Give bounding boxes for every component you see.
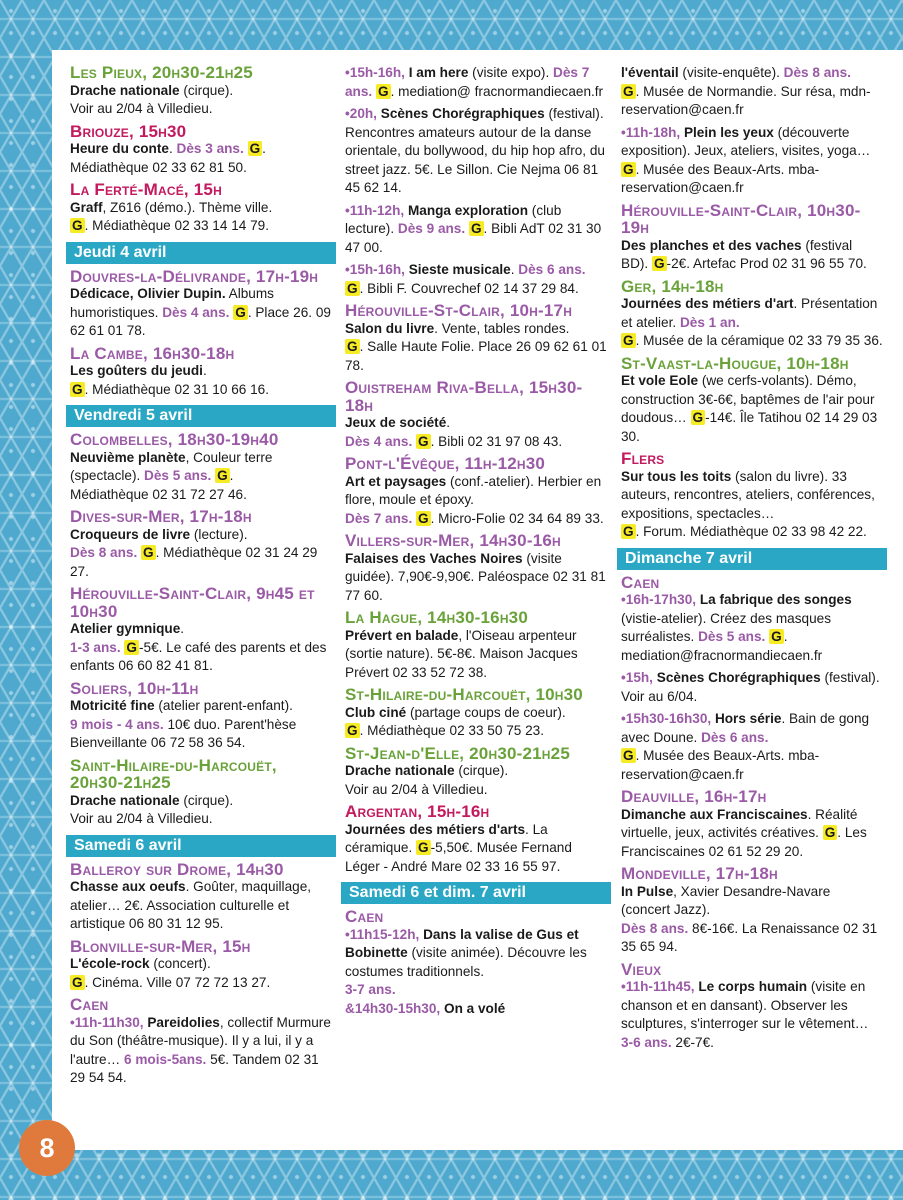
event-city: Flers <box>621 449 665 468</box>
event-city: Douvres-la-Délivrande, 17h-19h <box>70 266 319 286</box>
event-desc: (conf.-atelier). Herbier en flore, moule et époxy. <box>345 473 602 507</box>
day-header: Vendredi 5 avril <box>66 405 336 427</box>
agenda-page <box>52 50 903 1150</box>
page-number: 8 <box>19 1120 75 1176</box>
event-desc: . Musée de la céramique 02 33 79 35 36. <box>635 333 883 348</box>
event-desc: (festival). Voir au 6/04. <box>621 670 880 704</box>
event-city: Balleroy sur Drome, 14h30 <box>70 859 284 879</box>
event-desc: . Bibli F. Couvrechef 02 14 37 29 84. <box>359 280 579 296</box>
event-desc: (club lecture). <box>345 202 562 236</box>
event-desc: . Présentation et atelier. <box>621 296 878 330</box>
event-title: Falaises des Vaches Noires <box>345 550 523 566</box>
event-city: Colombelles, 18h30-19h40 <box>70 430 279 449</box>
event-desc: -5,50€. Musée Fernand Léger - André Mare 02 33 16 55 97. <box>345 840 572 874</box>
free-badge: G <box>623 83 634 99</box>
event-title: Sur tous les toits <box>621 468 732 484</box>
event-desc: Albums humoristiques. <box>70 286 274 320</box>
event-desc: . Salle Haute Folie. Place 26 09 62 61 01 78. <box>345 339 607 373</box>
event-desc: (atelier parent-enfant). <box>154 698 293 713</box>
event-title: Dimanche aux Franciscaines <box>621 806 808 822</box>
event-desc: (cirque). <box>179 82 234 98</box>
event-city: Caen <box>70 995 109 1014</box>
event-city: Deauville, 16h-17h <box>621 787 767 806</box>
event-desc: . <box>202 363 207 378</box>
event <box>621 450 883 542</box>
day-header: Samedi 6 et dim. 7 avril <box>341 882 611 904</box>
event-title: Des planches et des vaches <box>621 237 802 253</box>
free-badge: G <box>347 280 358 296</box>
event-title: Drache nationale <box>70 82 180 98</box>
event-desc: (festival BD). <box>621 237 853 271</box>
event-city: St-Hilaire-du-Harcouët, 10h30 <box>345 685 583 704</box>
column-1 <box>70 64 332 1092</box>
event-title: Graff <box>70 199 103 215</box>
event-title: La fabrique des songes <box>699 592 852 607</box>
event-city: Hérouville-Saint-Clair, 10h30-19h <box>621 200 861 237</box>
age-badge: Dès 6 ans. <box>518 262 586 277</box>
event-desc: . Musée de Normandie. Sur résa, mdn-reservation@caen.fr <box>621 83 871 117</box>
event-desc: . Médiathèque 02 31 10 66 16. <box>84 381 269 397</box>
event-time: •16h-17h30, <box>621 592 700 607</box>
event-time: •15h-16h, <box>345 262 409 277</box>
event-desc: . Vente, tables rondes. <box>434 320 570 336</box>
event-city: St-Jean-d'Elle, 20h30-21h25 <box>345 743 570 763</box>
free-badge: G <box>470 221 482 236</box>
event <box>345 261 607 298</box>
event <box>70 938 332 993</box>
event-desc: . Bibli 02 31 97 08 43. <box>430 433 563 449</box>
day-header: Dimanche 7 avril <box>617 548 887 570</box>
event-title: Neuvième planète <box>70 449 186 465</box>
event-desc: 5€. Tandem 02 31 29 54 54. <box>70 1051 319 1085</box>
event <box>70 861 332 934</box>
event-desc: . Bain de gong avec Doune. <box>621 711 870 745</box>
column-3 <box>621 64 883 1056</box>
event <box>345 908 607 1018</box>
free-badge: G <box>692 410 704 425</box>
free-badge: G <box>72 974 83 990</box>
event-desc: . Goûter, maquillage, atelier… 2€. Association culturelle et artistique 06 80 31 12 95. <box>70 879 312 931</box>
event-desc: . Médiathèque 02 31 24 29 27. <box>70 545 318 579</box>
event-city: Caen <box>345 907 384 926</box>
event-desc: , l'Oiseau arpenteur (sortie nature). 5€-8€. Maison Jacques Prévert 02 33 52 72 38. <box>345 627 578 680</box>
event-desc: Voir au 2/04 à Villedieu. <box>345 781 488 797</box>
event <box>70 64 332 119</box>
event-city: Dives-sur-Mer, 17h-18h <box>70 507 252 526</box>
free-badge: G <box>623 161 634 177</box>
free-badge: G <box>418 433 429 449</box>
event-desc: (lecture). <box>190 526 248 542</box>
event <box>345 105 607 198</box>
event-desc: . <box>262 141 266 156</box>
event <box>345 379 607 451</box>
event-title: Sieste musicale <box>408 262 511 277</box>
age-badge: Dès 7 ans. <box>345 510 413 526</box>
age-badge: 6 mois-5ans. <box>123 1051 207 1067</box>
event-city: Pont-l'Évêque, 11h-12h30 <box>345 454 546 473</box>
event-desc: . Musée des Beaux-Arts. mba-reservation@caen.fr <box>621 748 820 782</box>
event-city: Les Pieux, 20h30-21h25 <box>70 63 253 82</box>
age-badge: 3-7 ans. <box>345 982 396 997</box>
free-badge: G <box>72 381 83 397</box>
event-title: In Pulse <box>621 883 674 899</box>
event <box>621 669 883 706</box>
event <box>345 455 607 528</box>
event-city: Soliers, 10h-11h <box>70 678 199 698</box>
event-time: •11h15-12h, <box>345 926 424 942</box>
event <box>621 202 883 274</box>
free-badge: G <box>347 723 358 738</box>
event-desc: . Place 26. 09 62 61 01 78. <box>70 304 331 338</box>
event-desc: , collectif Murmure du Son (théâtre-musique). Il y a lui, il y a l'autre… <box>70 1014 331 1067</box>
event <box>621 710 883 784</box>
event-desc: 2€-7€. <box>671 1034 714 1050</box>
event-city: Hérouville-St-Clair, 10h-17h <box>345 301 573 320</box>
age-badge: Dès 4 ans. <box>162 304 230 320</box>
event <box>621 124 883 198</box>
day-header: Jeudi 4 avril <box>66 242 336 264</box>
event-desc: (partage coups de coeur). <box>406 704 566 720</box>
event-desc: (salon du livre). 33 auteurs, rencontres, ateliers, conférences, expositions, spectacles… <box>621 468 875 521</box>
event-city: Villers-sur-Mer, 14h30-16h <box>345 531 561 550</box>
event-desc: Voir au 2/04 à Villedieu. <box>70 101 213 116</box>
event-title: Scènes Chorégraphiques <box>380 106 545 121</box>
event <box>70 585 332 676</box>
event-title: Journées des métiers d'arts <box>345 821 526 837</box>
event-desc: -14€. Île Tatihou 02 14 29 03 30. <box>621 410 878 444</box>
free-badge: G <box>235 304 246 320</box>
event-city: St-Vaast-la-Hougue, 10h-18h <box>621 353 849 373</box>
event-desc: . Bibli AdT 02 31 30 47 00. <box>345 221 602 255</box>
event <box>621 574 883 666</box>
event-desc: (visite guidée). 7,90€-9,90€. Paléospace 02 31 81 77 60. <box>345 550 606 603</box>
event-desc: 8€-16€. La Renaissance 02 31 35 65 94. <box>621 920 878 954</box>
event <box>70 345 332 400</box>
free-badge: G <box>143 545 154 560</box>
event-desc: -5€. Le café des parents et des enfants 06 60 82 41 81. <box>70 639 327 673</box>
event-city: Ouistreham Riva-Bella, 15h30-18h <box>345 378 583 415</box>
event-desc: . <box>446 415 451 430</box>
event-desc: . Micro-Folie 02 34 64 89 33. <box>430 510 604 526</box>
event-title: Drache nationale <box>345 763 455 778</box>
event-desc: (visite animée). Découvre les costumes traditionnels. <box>345 945 587 979</box>
event-title: Dans la valise de Gus et Bobinette <box>345 926 579 960</box>
age-badge: Dès 9 ans. <box>397 221 466 236</box>
event-desc: , Z616 (démo.). Thème ville. <box>102 199 273 215</box>
event-time: •11h-11h30, <box>70 1014 148 1030</box>
event <box>70 996 332 1088</box>
age-badge: 9 mois - 4 ans. <box>70 716 164 732</box>
event-desc: (we cerfs-volants). Démo, construction 3€-6€, baptêmes de l'air pour doudous… <box>621 373 875 425</box>
event-title: Club ciné <box>345 704 407 720</box>
event-city: Blonville-sur-Mer, 15h <box>70 936 251 956</box>
event-title: Drache nationale <box>70 792 180 808</box>
event-city: Mondeville, 17h-18h <box>621 864 778 883</box>
free-badge: G <box>824 825 836 840</box>
event-time: •11h-11h45, <box>621 979 699 994</box>
free-badge: G <box>249 141 261 156</box>
free-badge: G <box>72 218 83 233</box>
event-title: l'éventail <box>621 65 679 80</box>
event-desc: (découverte exposition). Jeux, ateliers, visites, yoga… <box>621 124 871 158</box>
free-badge: G <box>653 256 665 271</box>
event-title: Croqueurs de livre <box>70 526 191 542</box>
event-desc: . Réalité virtuelle, jeux, activités créatives. <box>621 806 858 840</box>
event-desc: (visite en chanson et en dansant). Observer les sculptures, s'interroger sur le vêtement… <box>621 979 869 1031</box>
event-desc: . mediation@ fracnormandiecaen.fr <box>390 83 604 99</box>
day-header: Samedi 6 avril <box>66 835 336 857</box>
event-desc: Voir au 2/04 à Villedieu. <box>70 811 213 826</box>
event-desc: . <box>229 468 234 483</box>
event <box>345 302 607 375</box>
event <box>621 64 883 120</box>
event-desc: (concert). <box>149 956 211 971</box>
event-desc: 10€ duo. Parent'hèse Bienveillante 06 72 58 36 54. <box>70 716 297 750</box>
event <box>345 64 607 101</box>
event <box>621 355 883 447</box>
event-desc: (visite expo). <box>468 65 554 80</box>
event-city: La Cambe, 16h30-18h <box>70 343 235 363</box>
free-badge: G <box>623 524 634 539</box>
event <box>345 745 607 800</box>
column-2 <box>345 64 607 1022</box>
event-title: Pareidolies <box>147 1014 220 1030</box>
age-badge: Dès 8 ans. <box>70 545 138 560</box>
event <box>345 803 607 876</box>
event <box>70 757 332 829</box>
event-title: L'école-rock <box>70 956 150 971</box>
event-title: Prévert en balade <box>345 627 459 643</box>
event-desc: . Médiathèque 02 33 50 75 23. <box>359 723 544 738</box>
event-time: •15h, <box>621 670 657 685</box>
event <box>70 680 332 753</box>
free-badge: G <box>418 840 429 855</box>
free-badge: G <box>126 639 137 655</box>
event-time: •11h-18h, <box>621 124 684 140</box>
free-badge: G <box>217 468 228 483</box>
event-desc: (cirque). <box>179 792 234 808</box>
event-desc: . Les Franciscaines 02 61 52 29 20. <box>621 825 867 859</box>
age-badge: Dès 6 ans. <box>701 729 769 745</box>
event-title: Motricité fine <box>70 698 155 713</box>
event <box>345 609 607 682</box>
event-title: Dédicace, Olivier Dupin. <box>70 286 226 301</box>
event-title: Jeux de société <box>345 415 447 430</box>
event-desc: , Couleur terre (spectacle). <box>70 449 273 483</box>
event <box>70 268 332 341</box>
event-desc: . Médiathèque 02 33 14 14 79. <box>84 218 269 233</box>
event <box>70 181 332 236</box>
event-title: I am here <box>408 65 469 80</box>
event <box>621 278 883 351</box>
age-badge: Dès 5 ans. <box>144 468 212 483</box>
event-time: &14h30-15h30, <box>345 1000 444 1016</box>
event <box>70 508 332 581</box>
event-city: Argentan, 15h-16h <box>345 802 490 821</box>
event-time: •20h, <box>345 106 381 121</box>
event-city: La Hague, 14h30-16h30 <box>345 608 528 627</box>
event-desc: . Forum. Médiathèque 02 33 98 42 22. <box>635 524 867 539</box>
age-badge: 1-3 ans. <box>70 639 121 655</box>
event-desc: . <box>168 141 177 156</box>
age-badge: Dès 1 an. <box>679 314 740 330</box>
event-title: Scènes Chorégraphiques <box>656 670 821 685</box>
event-time: •15h-16h, <box>345 65 409 80</box>
event-title: Salon du livre <box>345 320 435 336</box>
event-desc: Médiathèque 02 31 72 27 46. <box>70 486 247 502</box>
event-city: Briouze, 15h30 <box>70 121 187 141</box>
free-badge: G <box>623 748 634 763</box>
event-title: Le corps humain <box>698 979 808 994</box>
event-city: Caen <box>621 572 660 592</box>
event-title: Hors série <box>714 711 782 726</box>
event-desc: . mediation@fracnormandiecaen.fr <box>621 629 823 663</box>
event-title: Plein les yeux <box>683 124 774 140</box>
age-badge: Dès 7 ans. <box>345 65 590 99</box>
event-title: Les goûters du jeudi <box>70 363 203 378</box>
age-badge: Dès 4 ans. <box>345 433 413 449</box>
event-desc: (vistie-atelier). Créez des masques surréalistes. <box>621 610 832 644</box>
event-city: Ger, 14h-18h <box>621 276 724 296</box>
event <box>345 202 607 258</box>
event-title: Journées des métiers d'art <box>621 296 794 311</box>
free-badge: G <box>377 83 389 99</box>
event-desc: (festival). Rencontres amateurs autour de la danse orientale, du bollywood, du hip hop afro, du street jazz. 5€. Le Sillon. Cie Nejma 06 81 45 62 14. <box>345 106 605 195</box>
event-title: Heure du conte <box>70 141 169 156</box>
event-title: Art et paysages <box>345 473 447 489</box>
free-badge: G <box>771 629 782 644</box>
event-time: •15h30-16h30, <box>621 711 715 726</box>
age-badge: 3-6 ans. <box>621 1034 672 1050</box>
event-city: La Ferté-Macé, 15h <box>70 180 222 199</box>
event-desc: Médiathèque 02 33 62 81 50. <box>70 159 247 175</box>
event-desc: -2€. Artefac Prod 02 31 96 55 70. <box>666 256 867 271</box>
event-title: Et vole Eole <box>621 373 699 388</box>
age-badge: Dès 8 ans. <box>621 920 689 936</box>
event <box>621 865 883 957</box>
free-badge: G <box>347 339 358 354</box>
event <box>70 123 332 178</box>
event-title: On a volé <box>444 1000 506 1016</box>
event-desc: . Cinéma. Ville 07 72 72 13 27. <box>84 974 271 990</box>
event <box>70 431 332 504</box>
event <box>345 686 607 741</box>
free-badge: G <box>623 333 634 348</box>
event-time: •11h-12h, <box>345 202 408 218</box>
event-desc: . <box>180 621 185 636</box>
event-title: Chasse aux oeufs <box>70 879 186 894</box>
event <box>345 532 607 605</box>
event <box>621 961 883 1053</box>
age-badge: Dès 3 ans. <box>176 141 244 156</box>
event-desc: , Xavier Desandre-Navare (concert Jazz). <box>621 883 831 917</box>
event-city: Hérouville-Saint-Clair, 9h45 et 10h30 <box>70 584 315 621</box>
event-desc: (cirque). <box>454 763 509 778</box>
age-badge: Dès 8 ans. <box>783 65 851 80</box>
age-badge: Dès 5 ans. <box>698 629 766 644</box>
event-title: Manga exploration <box>407 202 529 218</box>
event-desc: . Musée des Beaux-Arts. mba-reservation@caen.fr <box>621 161 820 195</box>
free-badge: G <box>418 510 429 526</box>
event-desc: . <box>510 262 519 277</box>
event-city: Saint-Hilaire-du-Harcouët, 20h30-21h25 <box>70 755 277 792</box>
event-city: Vieux <box>621 959 662 979</box>
event-desc: (visite-enquête). <box>678 65 784 80</box>
event <box>621 788 883 861</box>
event-desc: . La céramique. <box>345 821 548 855</box>
event-title: Atelier gymnique <box>70 621 181 636</box>
